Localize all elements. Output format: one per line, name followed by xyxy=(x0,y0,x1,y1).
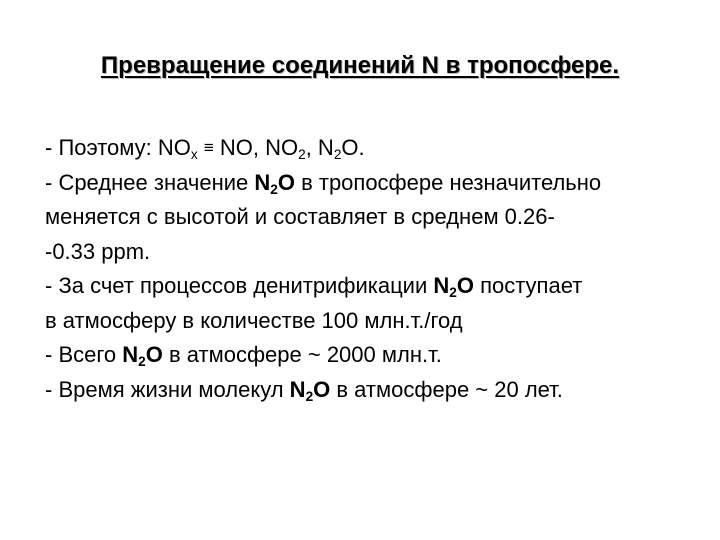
line-8-prefix: - Время жизни молекул xyxy=(45,376,290,402)
line-8-formula-n: N xyxy=(289,376,306,402)
line-2-formula xyxy=(254,170,295,195)
line-5-formula-o: O xyxy=(456,273,474,298)
line-1-sub-b: 2 xyxy=(333,146,342,162)
line-5-formula xyxy=(433,273,474,298)
line-5-formula-n: N xyxy=(433,273,450,298)
line-7-prefix: - Всего xyxy=(45,342,123,367)
line-8-formula xyxy=(290,377,331,402)
line-6: в атмосферу в количестве 100 млн.т./год xyxy=(45,307,463,333)
line-2-formula-n: N xyxy=(254,169,271,195)
slide-title: Превращение соединений N в тропосфере. xyxy=(100,52,620,79)
line-2-formula-sub: 2 xyxy=(270,181,278,197)
line-5-formula-sub: 2 xyxy=(449,284,457,300)
line-4: -0.33 ppm. xyxy=(45,238,151,264)
line-5 xyxy=(45,269,715,304)
line-1-prefix: - Поэтому: NO xyxy=(45,135,191,160)
line-8-formula-sub: 2 xyxy=(305,388,314,404)
line-1 xyxy=(45,131,715,166)
equivalence-symbol: ≡ xyxy=(203,138,214,157)
line-7-formula-o: O xyxy=(145,342,163,367)
line-2-formula-o: O xyxy=(277,169,295,195)
line-1-sub-x: x xyxy=(190,146,198,162)
line-8-suffix: в атмосфере ~ 20 лет. xyxy=(330,376,563,402)
line-7-formula-n: N xyxy=(122,342,139,367)
line-5-suffix: поступает xyxy=(473,273,583,298)
line-7 xyxy=(45,338,715,373)
slide-body xyxy=(45,131,715,407)
line-2-prefix: - Среднее значение xyxy=(45,169,255,195)
line-3: меняется с высотой и составляет в среднем 0.26- xyxy=(45,204,555,229)
line-2 xyxy=(45,166,715,201)
line-1-mid: NO, NO xyxy=(219,135,299,160)
line-7-suffix: в атмосфере ~ 2000 млн.т. xyxy=(162,342,442,367)
title-container xyxy=(0,52,720,80)
line-8 xyxy=(45,373,715,408)
line-7-formula-sub: 2 xyxy=(138,353,146,369)
line-5-prefix: - За счет процессов денитрификации xyxy=(45,273,434,298)
line-8-formula-o: O xyxy=(313,376,331,402)
line-7-formula xyxy=(122,342,163,367)
line-2-suffix: в тропосфере незначительно xyxy=(294,169,602,195)
line-1-mid2: , N xyxy=(305,135,334,160)
line-1-sub-a: 2 xyxy=(298,146,306,162)
line-1-end: O. xyxy=(341,135,365,160)
